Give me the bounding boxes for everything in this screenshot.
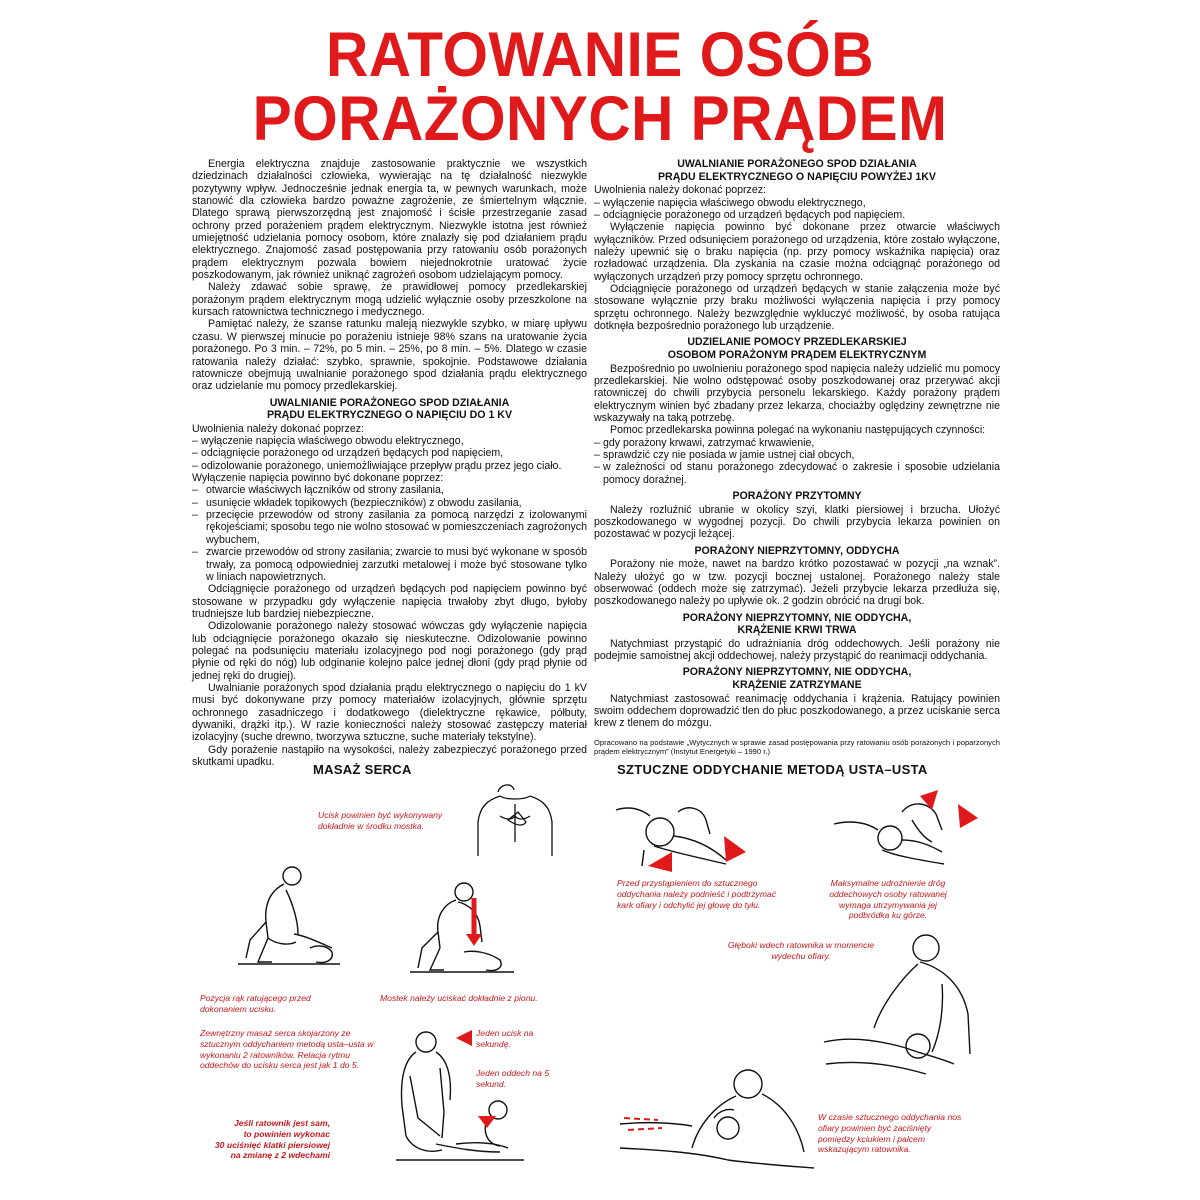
caption-nose-pinch: W czasie sztucznego oddychania nos ofiary powinien być zaciśnięty pomiędzy kciukiem i palcem wskazującym ratownika.: [818, 1112, 962, 1155]
caption-hands-position: Pozycja rąk ratującego przed dokonaniem ucisku.: [200, 993, 311, 1014]
list-item: – w zależności od stanu porażonego zdecydować o zakresie i sposobie udzielania pomocy doraźnej.: [594, 461, 1000, 486]
intro-paragraph-2: Należy zdawać sobie sprawę, że prawidłowej pomocy przedlekarskiej porażonym prądem elektrycznym mogą udzielić wyłącznie osoby przeszkolone na kursach ratownictwa technicznego i medycznego.: [192, 281, 587, 319]
unconscious-breathing-paragraph: Porażony nie może, nawet na bardzo krótko pozostawać w pozycji „na wznak”. Należy ułożyć go w tzw. pozycji bocznej ustalonej. Porażonego należy stale obserwować (oddech może się zatrzymać). Jeżeli przybycie lekarza przedłuża się, poszkodowanego należy po upływie ok. 2 godzin obrócić na drugi bok.: [594, 558, 1000, 608]
caption-vertical-press: Mostek należy uciskać dokładnie z pionu.: [380, 993, 538, 1003]
intro-paragraph-1: Energia elektryczna znajduje zastosowanie praktycznie we wszystkich dziedzinach działalności człowieka, wywierając na tę działalność niezwykle pozytywny wpływ. Jednocześnie jednak energia ta, w pewnych warunkach, może stanowić dla człowieka bardzo poważne zagrożenie, ze śmiertelnym włącznie. Dlatego sprawą pierwszorzędną jest znajomość i ścisłe przestrzeganie zasad ochrony przed porażeniem prądem elektrycznym. Niezwykle istotna jest również umiejętność udzielania pomocy osobom, które znalazły się pod działaniem prądu elektrycznego. Znajomość zasad postępowania przy ratowaniu osób porażonych prądem elektrycznym pozwala bowiem niejednokrotnie uratować życie poszkodowanym, jak również uniknąć zagrożeń osobom udzielającym pomocy.: [192, 158, 587, 282]
conscious-paragraph: Należy rozluźnić ubranie w okolicy szyi, klatki piersiowej i brzucha. Ułożyć poszkodowanego w wygodnej pozycji. Do chwili przybycia lekarza powinien on pozostawać w pozycji leżącej.: [594, 503, 1000, 541]
list-item: – otwarcie właściwych łączników od strony zasilania,: [192, 484, 587, 496]
fall-protection-paragraph: Gdy porażenie nastąpiło na wysokości, należy zabezpieczyć porażonego przed skutkami upadku.: [192, 743, 587, 768]
release-lead: Uwolnienia należy dokonać poprzez:: [594, 184, 766, 197]
section-heading-first-aid: UDZIELANIE POMOCY PRZEDLEKARSKIEJ OSOBOM PORAŻONYM PRĄDEM ELEKTRYCZNYM: [667, 336, 927, 361]
isolate-paragraph: Odizolowanie porażonego należy stosować wówczas gdy wyłączenie napięcia lub odciągnięcie porażonego okazało się nieskuteczne. Odizolowanie powinno polegać na podsunięciu materiału izolacyjnego pod nogi porażonego (gdy prąd płynie od ręki do nóg) lub odginanie kolejno palce jednej dłoni (gdy prąd płynie od jednej ręki do drugiej).: [192, 620, 587, 682]
release-lead: Uwolnienia należy dokonać poprzez:: [192, 422, 364, 435]
caption-deep-breath: Głęboki wdech ratownika w momencie wydechu ofiary.: [727, 940, 875, 961]
red-arrow-marker-icon: [456, 1030, 472, 1046]
poster-title-line-2: PORAŻONYCH PRĄDEM: [252, 84, 948, 154]
heading-cpr: MASAŻ SERCA: [313, 762, 412, 777]
cardiac-arrest-paragraph: Natychmiast zastosować reanimację oddychania i krążenia. Ratujący powinien swoim oddechem doprowadzić tlen do płuc poszkodowanego, a przez uciskanie serca krew z tlenem do mózgu.: [594, 692, 1000, 730]
heading-unconscious-breathing: PORAŻONY NIEPRZYTOMNY, ODDYCHA: [694, 544, 900, 557]
poster-title-line-1: RATOWANIE OSÓB: [326, 20, 874, 90]
list-item: – odizolowanie porażonego, uniemożliwiające przepływ prądu przez jego ciało.: [192, 460, 587, 472]
list-item: – wyłączenie napięcia właściwego obwodu elektrycznego,: [594, 197, 1000, 209]
chin-lift-illustration: [832, 790, 980, 876]
not-breathing-paragraph: Natychmiast przystąpić do udrażniania dróg oddechowych. Jeśli porażony nie podejmie samoistnej akcji oddechowej, należy przystąpić do reanimacji oddychania.: [594, 637, 1000, 663]
intro-paragraph-3: Pamiętać należy, że szanse ratunku maleją niezwykle szybko, w miarę upływu czasu. W pierwszej minucie po porażeniu istnieje 98% szans na uratowanie życia porażonego. Po 3 min. – 72%, po 5 min. – 25%, po 8 min. – 5%. Dlatego w czasie ratowania należy działać: szybko, sprawnie, spokojnie. Podstawowe działania ratownicze obejmują uwalnianie porażonego spod działania prądu elektrycznego oraz udzielanie mu pomocy przedlekarskiej.: [192, 318, 587, 393]
heading-conscious: PORAŻONY PRZYTOMNY: [732, 489, 862, 502]
heading-cardiac-arrest: PORAŻONY NIEPRZYTOMNY, NIE ODDYCHA, KRĄŻENIE ZATRZYMANE: [682, 666, 912, 691]
release-materials-paragraph: Uwalnianie porażonych spod działania prądu elektrycznego o napięciu do 1 kV musi być dokonywane przy pomocy materiałów izolacyjnych, głównie sprzętu ochronnego zasadniczego i dodatkowego (dielektryczne rękawice, półbuty, dywaniki, drążki itp.). W razie konieczności należy stosować zastępczy materiał izolacyjny (suche drewno, tworzywa sztuczne, suche materiały tekstylne).: [192, 681, 587, 744]
first-aid-steps-lead: Pomoc przedlekarska powinna polegać na wykonaniu następujących czynności:: [610, 424, 986, 437]
caption-press-point: Ucisk powinien być wykonywany dokładnie w środku mostka.: [318, 810, 443, 831]
heading-not-breathing: PORAŻONY NIEPRZYTOMNY, NIE ODDYCHA, KRĄŻENIE KRWI TRWA: [682, 611, 912, 637]
section-heading-release-up-to-1kv: UWALNIANIE PORAŻONEGO SPOD DZIAŁANIA PRĄDU ELEKTRYCZNEGO O NAPIĘCIU DO 1 KV: [266, 396, 513, 422]
heading-rescue-breathing: SZTUCZNE ODDYCHANIE METODĄ USTA–USTA: [617, 762, 928, 777]
source-note: Opracowano na podstawie „Wytycznych w sprawie zasad postępowania przy ratowaniu osób porażonych i poparzonych prądem elektrycznym” (Instytut Energetyki – 1990 r.): [594, 737, 1000, 757]
list-item: – zwarcie przewodów od strony zasilania; zwarcie to musi być wykonane w sposób trwały, za pomocą odpowiedniej zarzutki metalowej i może być stosowane tylko w liniach napowietrznych.: [192, 546, 587, 583]
rescuer-hands-position-illustration: [236, 862, 342, 978]
caption-one-press-per-second: Jeden ucisk na sekundę.: [476, 1028, 534, 1049]
caption-airway: Maksymalne udrożnienie dróg oddechowych osoby ratowanej wymaga utrzymywania jej podbródka ku górze.: [829, 878, 947, 921]
pull-away-paragraph: Odciągnięcie porażonego od urządzeń będących pod napięciem powinno być stosowane w przypadku gdy wyłączenie napięcia trwałoby zbyt długo, byłoby trudniejsze lub bardziej niebezpieczne.: [192, 583, 587, 620]
switch-off-lead: Wyłączenie napięcia powinno być dokonane poprzez:: [192, 472, 444, 485]
pull-away-paragraph: Odciągnięcie porażonego od urządzeń będących w stanie załączenia może być stosowane wyłącznie przy braku możliwości wyłączenia napięcia i przy pomocy sprzętu ochronnego. Należy bezwzględnie wykluczyć możliwość, by osoba ratująca dotknęła bezpośrednio porażonego lub urządzenie.: [594, 282, 1000, 332]
list-item: – wyłączenie napięcia właściwego obwodu elektrycznego,: [192, 435, 587, 447]
list-item: – sprawdzić czy nie posiada w jamie ustnej ciał obcych,: [594, 449, 1000, 461]
section-heading-release-above-1kv: UWALNIANIE PORAŻONEGO SPOD DZIAŁANIA PRĄDU ELEKTRYCZNEGO O NAPIĘCIU POWYŻEJ 1KV: [657, 158, 937, 183]
list-item: – odciągnięcie porażonego od urządzeń będących pod napięciem.: [594, 209, 1000, 221]
caption-two-rescuers: Zewnętrzny masaż serca skojarzony ze sztucznym oddychaniem metodą usta–usta w wykonaniu 2 ratowników. Relacja rytmu oddechów do ucisku serca jest jak 1 do 5.: [200, 1028, 374, 1071]
caption-single-rescuer: Jeśli ratownik jest sam, to powinien wykonac 30 uciśnięć klatki piersiowej na zmianę z 2 wdechami: [214, 1118, 330, 1161]
vertical-press-illustration: [408, 878, 516, 982]
switch-off-paragraph: Wyłączenie napięcia powinno być dokonane przez otwarcie właściwych wyłączników. Przed odsunięciem porażonego od urządzenia, które zostało wyłączone, należy upewnić się o braku napięcia (np. przy pomocy wskaźnika napięcia) oraz rozładować urządzenia. Dla zyskania na czasie można odciągnąć porażonego od wyłączonych urządzeń przy pomocy sprzętu ochronnego.: [594, 221, 1000, 283]
head-tilt-illustration: [614, 790, 748, 876]
right-text-column: [594, 158, 1000, 757]
list-item: – odciągnięcie porażonego od urządzeń będących pod napięciem,: [192, 447, 587, 459]
first-aid-paragraph: Bezpośrednio po uwolnieniu porażonego spod napięcia należy udzielić mu pomocy przedlekarskiej. Nie wolno odstępować osoby poszkodowanej oraz przerywać akcji ratowniczej do chwili przybycia personelu lekarskiego. Każdy porażony prądem elektrycznym winien być zbadany przez lekarza, chociażby oględziny zewnętrzne nie wskazywały na taką potrzebę.: [594, 362, 1000, 424]
torso-press-point-illustration: [470, 782, 560, 860]
list-item: – przecięcie przewodów od strony zasilania za pomocą narzędzi z izolowanymi rękojeściami; sposobu tego nie wolno stosować w pomieszczeniach zagrożonych wybuchem,: [192, 509, 587, 546]
list-item: – gdy porażony krwawi, zatrzymać krwawienie,: [594, 437, 1000, 449]
red-arrow-marker-icon: [478, 1116, 496, 1128]
caption-one-breath-per-5-seconds: Jeden oddech na 5 sekund.: [476, 1068, 550, 1089]
left-text-column: [192, 158, 587, 768]
caption-head-tilt: Przed przystąpieniem do sztucznego oddychania należy podnieść i podtrzymać kark ofiary i odchylić jej głowę do tyłu.: [617, 878, 777, 910]
mouth-to-mouth-illustration: [618, 1056, 818, 1176]
list-item: – usunięcie wkładek topikowych (bezpieczników) z obwodu zasilania,: [192, 497, 587, 509]
